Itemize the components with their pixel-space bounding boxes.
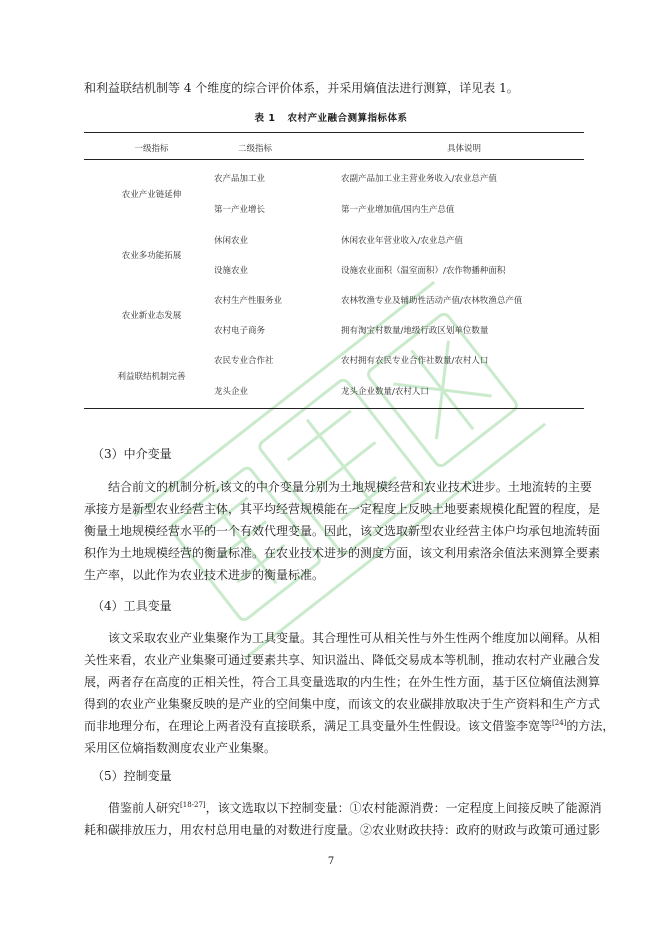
paragraph-line: 采用区位熵指数测度农业产业集聚。 [84,741,277,755]
table-description-cell: 设施农业面积（温室面积）/农作物播种面积 [341,266,506,276]
table-caption-title: 农村产业融合测算指标体系 [287,113,408,124]
table-description-cell: 龙头企业数量/农村人口 [341,387,429,397]
table-header-level2: 二级指标 [237,144,272,154]
paragraph-line: 承接方是新型农业经营主体，其平均经营规模能在一定程度上反映土地要素规模化配置的程度，是 [84,502,601,516]
table-bottom-rule [84,408,584,409]
table-level2-cell: 设施农业 [214,266,249,276]
table-description-cell: 第一产业增加值/国内生产总值 [341,205,455,215]
paragraph-line: 积作为土地规模经营的衡量标准。在农业技术进步的测度方面，该文利用索洛余值法来测算全要素 [84,546,601,560]
paragraph-line-with-citation [84,715,615,737]
table-header-description: 具体说明 [446,144,481,154]
citation-ref: [24] [552,719,567,727]
paragraph-line: 关性来看，农业产业集聚可通过要素共享、知识溢出、降低交易成本等机制，推动农村产业融合发 [84,653,601,667]
section-heading-instrument: （4）工具变量 [92,599,172,613]
table-caption-number: 表 1 [254,113,276,124]
text-run: ，该文选取以下控制变量：①农村能源消费：一定程度上间接反映了能源消 [205,801,602,815]
table-level2-cell: 农村生产性服务业 [214,296,283,306]
paragraph-controls [84,797,602,841]
section-heading-controls: （5）控制变量 [92,769,172,783]
table-description-cell: 休闲农业年营业收入/农业总产值 [341,236,463,246]
citation-ref: [18-27] [180,801,206,809]
watermark-logo [130,260,550,680]
paragraph-line: 该文采取农业产业集聚作为工具变量。其合理性可从相关性与外生性两个维度加以阐释。从相 [108,631,601,645]
table-level2-cell: 龙头企业 [214,387,249,397]
paragraph-line: 得到的农业产业集聚反映的是产业的空间集中度，而该文的农业碳排放取决于生产资料和生产方式 [84,697,601,711]
paragraph-instrument [84,627,615,759]
table-level1-cell: 农业产业链延伸 [121,190,182,200]
table-level1-cell: 农业多功能拓展 [121,251,182,261]
table-level1-cell: 利益联结机制完善 [117,372,186,382]
paragraph-line: 耗和碳排放压力，用农村总用电量的对数进行度量。②农业财政扶持：政府的财政与政策可通过影 [84,823,601,837]
table-description-cell: 农林牧渔专业及辅助性活动产值/农林牧渔总产值 [341,296,523,306]
paragraph-line: 结合前文的机制分析,该文的中介变量分别为土地规模经营和农业技术进步。土地流转的主要 [108,480,592,494]
table-caption [0,110,662,124]
text-run: 而非地理分布，在理论上两者没有直接联系，满足工具变量外生性假设。该文借鉴李宽等 [84,719,553,733]
paragraph-line: 展，两者存在高度的正相关性，符合工具变量选取的内生性；在外生性方面，基于区位熵值法测算 [84,675,601,689]
text-run: 的方法， [566,719,615,733]
table-level2-cell: 休闲农业 [214,236,249,246]
paragraph-line-with-citation [84,797,602,819]
table-description-cell: 拥有淘宝村数量/地级行政区划单位数量 [341,326,489,336]
table-header-level1: 一级指标 [134,144,169,154]
table-level2-cell: 农村电子商务 [214,326,266,336]
table-header-rule [84,159,584,160]
paragraph-line: 衡量土地规模经营水平的一个有效代理变量。因此，该文选取新型农业经营主体户均承包地流转面 [84,524,601,538]
section-heading-mediator: （3）中介变量 [92,447,172,461]
table-level2-cell: 第一产业增长 [214,205,266,215]
table-description-cell: 农副产品加工业主营业务收入/农业总产值 [341,174,497,184]
table-level1-cell: 农业新业态发展 [121,311,182,321]
paragraph-line: 生产率，以此作为农业技术进步的衡量标准。 [84,568,325,582]
paragraph-mediator [84,476,601,586]
table-level2-cell: 农产品加工业 [214,174,266,184]
lead-paragraph-line: 和利益联结机制等 4 个维度的综合评价体系，并采用熵值法进行测算，详见表 1。 [84,81,519,95]
page-number: 7 [327,856,335,867]
text-run: 借鉴前人研究 [108,801,181,815]
table-level2-cell: 农民专业合作社 [214,356,274,366]
table-description-cell: 农村拥有农民专业合作社数量/农村人口 [341,356,489,366]
table-top-rule [84,132,584,133]
